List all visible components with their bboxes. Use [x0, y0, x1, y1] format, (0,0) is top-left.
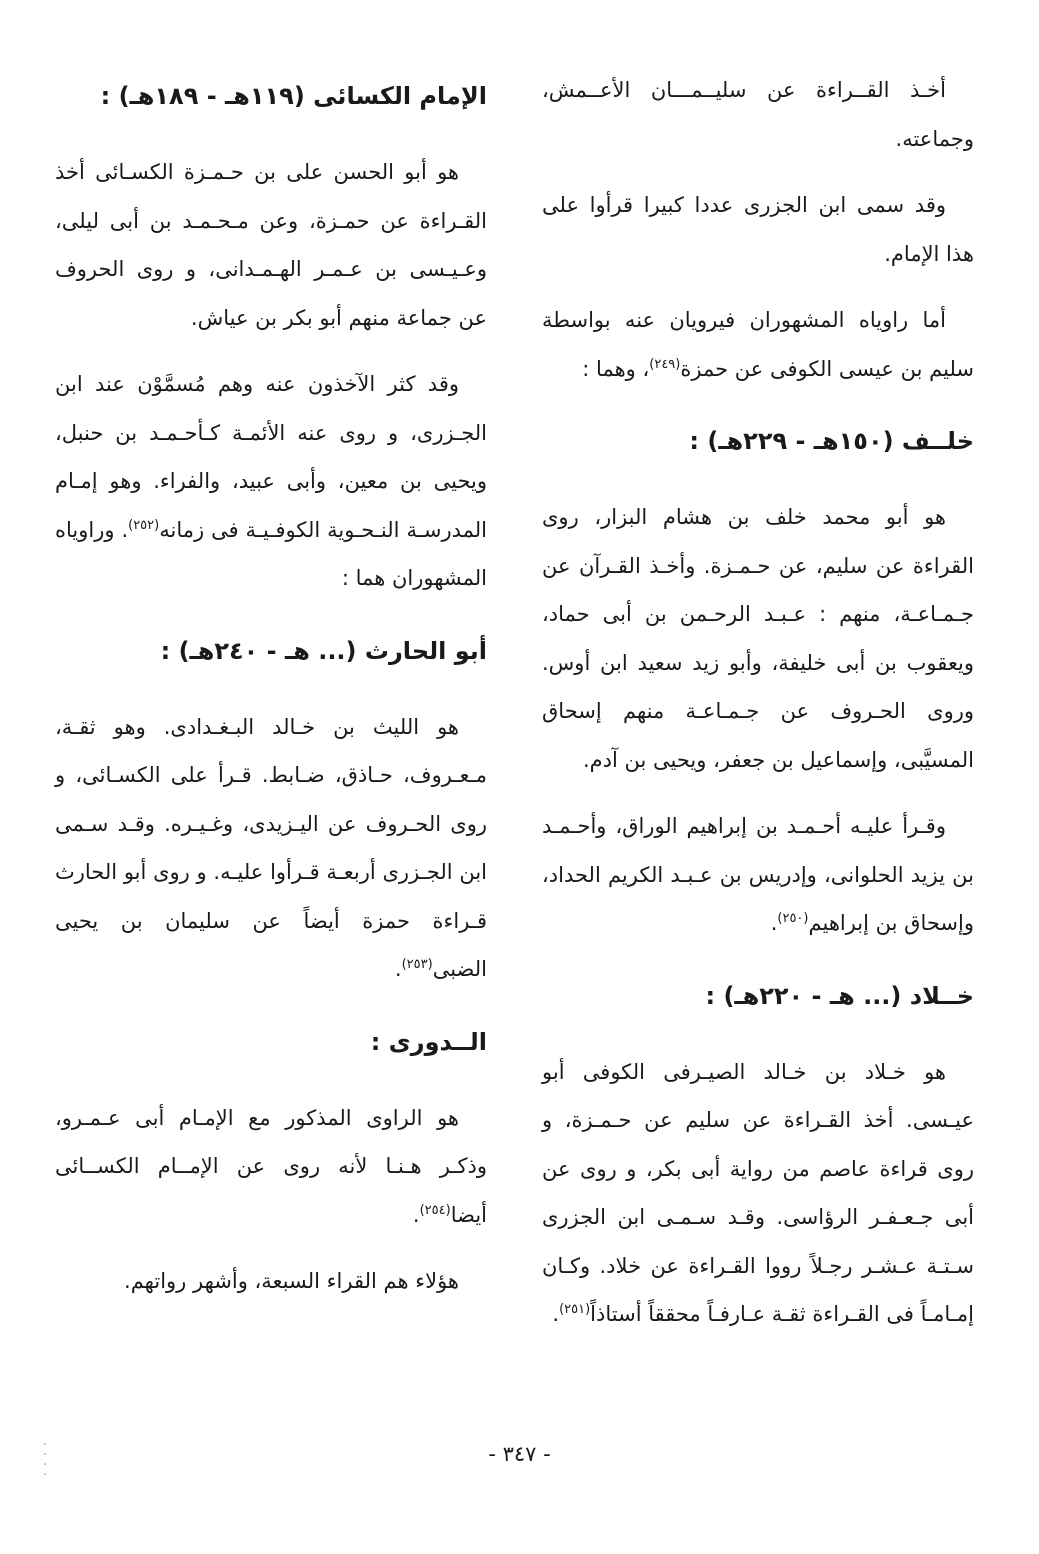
paragraph-text-end: . — [412, 1202, 420, 1227]
section-heading: خــلاد (... هـ - ٢٢٠هـ) : — [705, 981, 974, 1010]
section-heading: الــدورى : — [370, 1027, 487, 1056]
footnote-ref: (٢٥٣) — [401, 957, 433, 972]
paragraph-text-end: . — [394, 957, 402, 981]
section-heading: خلــف (١٥٠هـ - ٢٢٩هـ) : — [689, 427, 974, 455]
paragraph-text: هو خـلاد بن خـالد الصيـرفى الكوفى أبو عيـسى. أخذ القـراءة عن سليم عن حـمـزة، و روى قراءة عاصم من رواية أبى بكر، و روى عن أبى جـعـفـر الرؤاسى. وقـد سـمـى ابن الجزرى سـتـة عـشـر رجـلاً رووا القـراءة عن خلاد. وكـان إمـامـاً فى القـراءة ثقـة عـارفـاً محققاً أستاذاً — [542, 1059, 974, 1326]
paragraph — [542, 802, 974, 948]
paragraph: وقد سمى ابن الجزرى عددا كبيرا قرأوا على هذا الإمام. — [542, 193, 974, 266]
paragraph-text-end: . — [770, 911, 778, 935]
paragraph — [55, 703, 487, 994]
page-number: - ٣٤٧ - — [488, 1442, 551, 1466]
footnote-ref: (٢٥٠) — [777, 911, 809, 926]
paragraph — [55, 1094, 487, 1240]
paragraph-text-end: ، وهما : — [582, 356, 650, 381]
paragraph-text-end: . — [552, 1302, 560, 1326]
paragraph-text: هو الراوى المذكور مع الإمـام أبى عـمـرو، وذكـر هـنـا لأنه روى عن الإمــام الكســائى أيضا — [55, 1105, 487, 1227]
footnote-ref: (٢٥١) — [559, 1302, 591, 1317]
footnote-ref: (٢٥٤) — [419, 1202, 451, 1218]
paragraph-text: وقـرأ عليـه أحـمـد بن إبراهيم الوراق، وأحـمـد بن يزيد الحلوانى، وإدريس بن عـبـد الكريم الحداد، وإسحاق بن إبراهيم — [542, 814, 974, 935]
paragraph-text: أما راوياه المشهوران فيرويان عنه بواسطة سليم بن عيسى الكوفى عن حمزة — [542, 308, 974, 381]
paragraph — [542, 296, 974, 393]
paragraph-text: هو الليث بن خـالد البـغـدادى. وهو ثقـة، مـعـروف، حـاذق، ضـابط. قـرأ على الكسـائى، و روى الحـروف عن اليـزيدى، وغـيـره. وقـد سـمى ابن الجـزرى أربعـة قـرأوا عليـه. و روى أبو الحارث قـراءة حمزة أيضاً عن سليمان بن يحيى الضبى — [55, 714, 487, 981]
paragraph: هو أبو محمد خلف بن هشام البزار، روى القراءة عن سليم، عن حـمـزة. وأخـذ القـرآن عن جـمـاعـة، منهم : عـبـد الرحـمن بن أبى حماد، ويعقوب بن أبى خليفة، وأبو زيد سعيد ابن أوس. وروى الحـروف عن جـمـاعـة منهم إسحاق المسيَّبى، وإسماعيل بن جعفر، ويحيى بن آدم. — [542, 505, 974, 772]
section-heading: الإمام الكسائى (١١٩هـ - ١٨٩هـ) : — [100, 82, 487, 110]
paragraph — [542, 1048, 974, 1339]
paragraph-text: وقد كثر الآخذون عنه وهم مُسمَّوْن عند ابن الجـزرى، و روى عنه الأئمـة كـأحـمـد بن حنبل، ويحيى بن معين، وأبى عبيد، والفراء. وهو إمـام المدرسـة النـحـوية الكوفـيـة فى زمانه — [55, 372, 487, 542]
footnote-ref: (٢٥٢) — [128, 517, 160, 533]
paragraph-text-end: . وراوياه المشهوران هما : — [55, 517, 487, 590]
left-column — [55, 66, 487, 1324]
scan-specks — [42, 1440, 48, 1480]
right-column — [542, 66, 974, 1357]
section-heading: أبو الحارث (... هـ - ٢٤٠هـ) : — [160, 636, 487, 665]
paragraph: هو أبو الحسن على بن حـمـزة الكسـائى أخذ القـراءة عن حمـزة، وعن مـحـمـد بن أبى ليلى، وعـيـسى بن عـمـر الهـمـدانى، و روى الحروف عن جماعة منهم أبو بكر بن عياش. — [55, 160, 487, 330]
paragraph: هؤلاء هم القراء السبعة، وأشهر رواتهم. — [124, 1269, 459, 1293]
footnote-ref: (٢٤٩) — [649, 356, 681, 372]
paragraph — [55, 360, 487, 603]
paragraph: أخـذ القــراءة عن سليــمـــان الأعــمش، وجماعته. — [542, 78, 974, 151]
